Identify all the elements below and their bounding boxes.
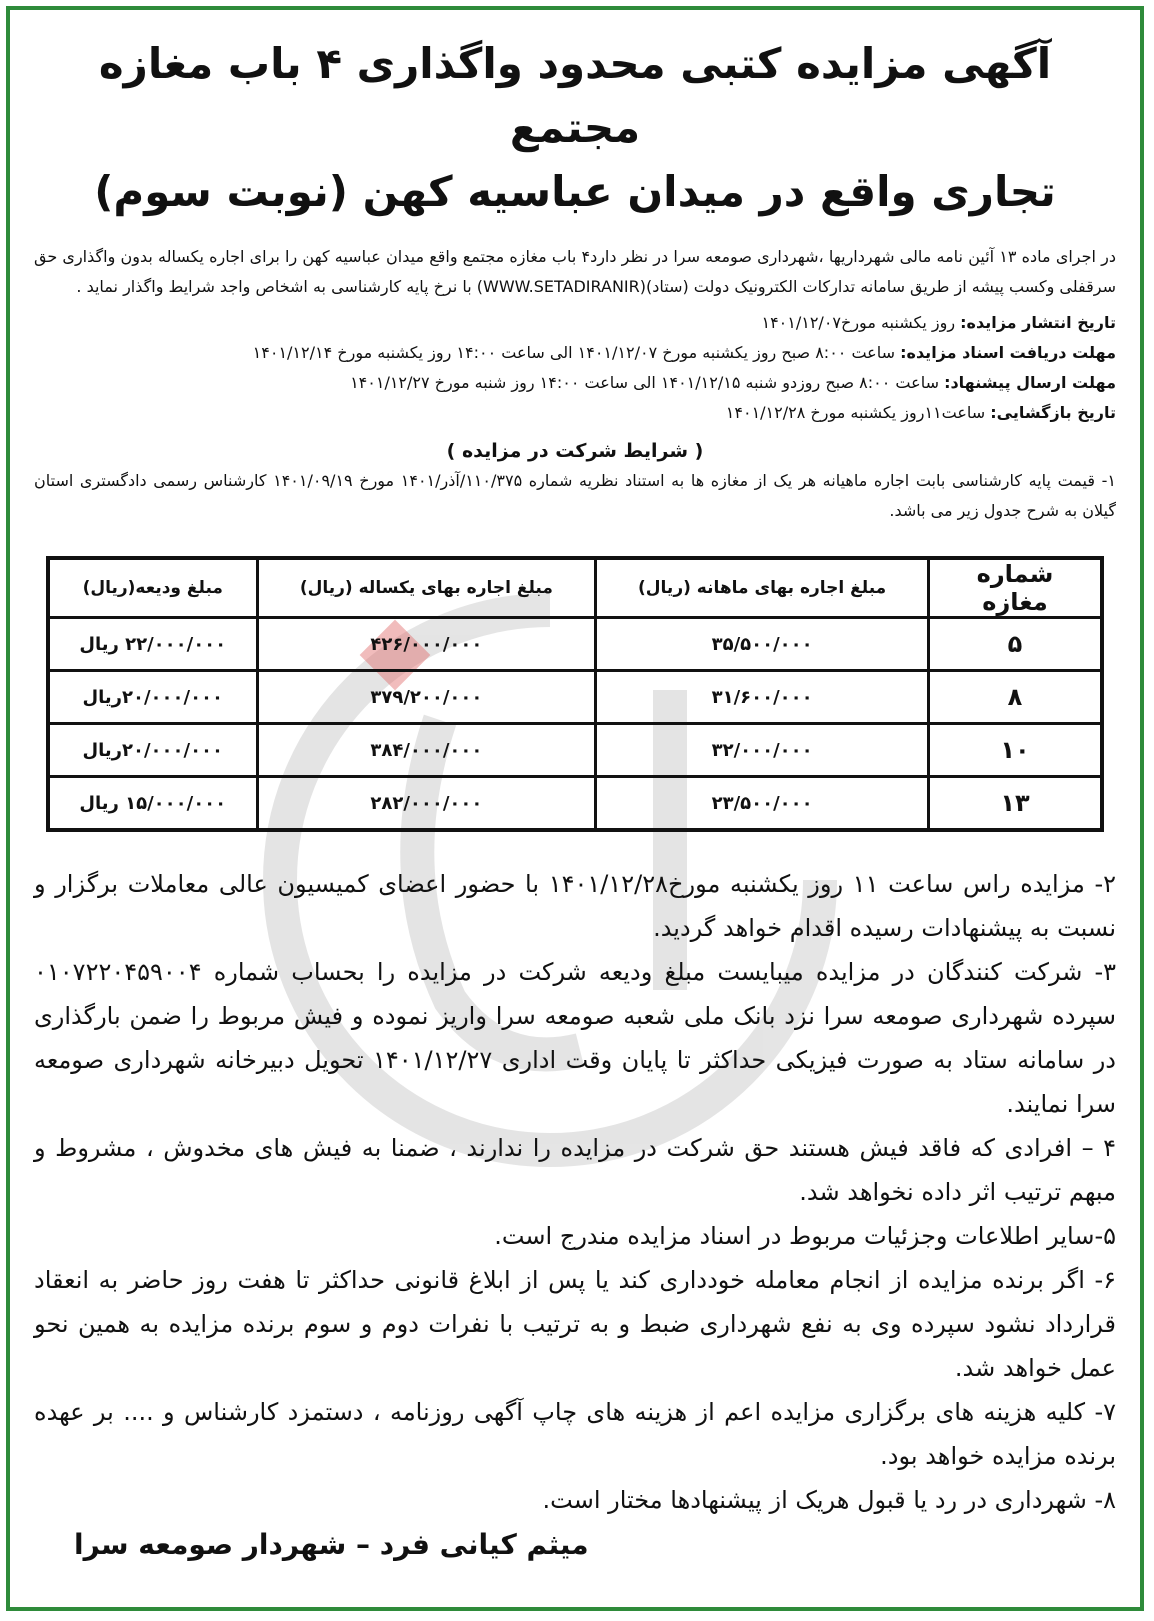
title-line-1: آگهی مزایده کتبی محدود واگذاری ۴ باب مغازه مجتمع — [98, 39, 1052, 152]
table-header-row — [48, 558, 1102, 618]
condition-5: ۵-سایر اطلاعات وجزئیات مربوط در اسناد مزایده مندرج است. — [494, 1222, 1116, 1250]
cell-shop-number: ۵ — [929, 618, 1103, 671]
title-line-2: تجاری واقع در میدان عباسیه کهن (نوبت سوم) — [94, 167, 1056, 216]
table-row — [48, 618, 1102, 671]
condition-2: ۲- مزایده راس ساعت ۱۱ روز یکشنبه مورخ۱۴۰۱/۱۲/۲۸ با حضور اعضای کمیسیون عالی معاملات برگزار و نسبت به پیشنهادات رسیده اقدام خواهد گردید. — [34, 870, 1116, 942]
page-title — [34, 32, 1116, 224]
cell-yearly-rent: ۴۲۶/۰۰۰/۰۰۰ — [257, 618, 596, 671]
condition-8: ۸- شهرداری در رد یا قبول هریک از پیشنهادها مختار است. — [542, 1486, 1116, 1514]
header-yearly-rent: مبلغ اجاره بهای یکساله (ریال) — [257, 558, 596, 618]
header-deposit: مبلغ ودیعه(ریال) — [48, 558, 257, 618]
table-row — [48, 671, 1102, 724]
date-row-opening — [34, 398, 1116, 428]
cell-monthly-rent: ۲۳/۵۰۰/۰۰۰ — [596, 777, 929, 831]
date-value: ساعت۱۱روز یکشنبه مورخ ۱۴۰۱/۱۲/۲۸ — [725, 403, 991, 422]
condition-1: ۱- قیمت پایه کارشناسی بابت اجاره ماهیانه هر یک از مغازه ها به استناد نظریه شماره ۱۱۰/۳۷۵/آذر/۱۴۰۱ مورخ ۱۴۰۱/۰۹/۱۹ کارشناس رسمی دادگستری استان گیلان به شرح جدول زیر می باشد. — [34, 471, 1117, 520]
cell-yearly-rent: ۲۸۲/۰۰۰/۰۰۰ — [257, 777, 596, 831]
cell-deposit: ۲۲/۰۰۰/۰۰۰ ریال — [48, 618, 257, 671]
date-row-documents — [34, 338, 1116, 368]
date-row-proposal — [34, 368, 1116, 398]
date-value: ساعت ۸:۰۰ صبح روز یکشنبه مورخ ۱۴۰۱/۱۲/۰۷ الی ساعت ۱۴:۰۰ روز یکشنبه مورخ ۱۴۰۱/۱۲/۱۴ — [252, 343, 901, 362]
date-label: مهلت ارسال پیشنهاد: — [944, 373, 1116, 392]
date-label: تاریخ بازگشایی: — [990, 403, 1116, 422]
date-label: مهلت دریافت اسناد مزایده: — [900, 343, 1116, 362]
date-row-publish — [34, 308, 1116, 338]
conditions-heading: ( شرایط شرکت در مزایده ) — [446, 440, 704, 462]
header-monthly-rent: مبلغ اجاره بهای ماهانه (ریال) — [596, 558, 929, 618]
shops-price-table — [46, 556, 1104, 832]
table-row — [48, 777, 1102, 831]
cell-shop-number: ۸ — [929, 671, 1103, 724]
condition-6: ۶- اگر برنده مزایده از انجام معامله خودداری کند یا پس از ابلاغ قانونی حداکثر تا هفت روز حاضر به انعقاد قرارداد نشود سپرده وی به نفع شهرداری ضبط و به ترتیب با نفرات دوم و سوم برنده مزایده به همین نحو عمل خواهد شد. — [34, 1266, 1116, 1382]
cell-shop-number: ۱۰ — [929, 724, 1103, 777]
cell-deposit: ۱۵/۰۰۰/۰۰۰ ریال — [48, 777, 257, 831]
cell-yearly-rent: ۳۷۹/۲۰۰/۰۰۰ — [257, 671, 596, 724]
cell-deposit: ۲۰/۰۰۰/۰۰۰ریال — [48, 671, 257, 724]
notice-frame — [6, 6, 1144, 1611]
date-value: ساعت ۸:۰۰ صبح روزدو شنبه ۱۴۰۱/۱۲/۱۵ الی ساعت ۱۴:۰۰ روز شنبه مورخ ۱۴۰۱/۱۲/۲۷ — [350, 373, 945, 392]
dates-block — [34, 308, 1116, 428]
date-value: روز یکشنبه مورخ۱۴۰۱/۱۲/۰۷ — [761, 313, 961, 332]
table-row — [48, 724, 1102, 777]
mayor-signature: میثم کیانی فرد – شهردار صومعه سرا — [74, 1528, 589, 1561]
condition-3: ۳- شرکت کنندگان در مزایده میبایست مبلغ ودیعه شرکت در مزایده را بحساب شماره ۰۱۰۷۲۲۰۴۵۹۰۰۴ سپرده شهرداری صومعه سرا نزد بانک ملی شعبه صومعه سرا واریز نموده و فیش مربوط را ضمن بارگذاری در سامانه ستاد به صورت فیزیکی حداکثر تا پایان وقت اداری ۱۴۰۱/۱۲/۲۷ تحویل دبیرخانه شهرداری صومعه سرا نمایند. — [34, 958, 1116, 1118]
cell-monthly-rent: ۳۲/۰۰۰/۰۰۰ — [596, 724, 929, 777]
cell-monthly-rent: ۳۵/۵۰۰/۰۰۰ — [596, 618, 929, 671]
cell-deposit: ۲۰/۰۰۰/۰۰۰ریال — [48, 724, 257, 777]
condition-7: ۷- کلیه هزینه های برگزاری مزایده اعم از هزینه های چاپ آگهی روزنامه ، دستمزد کارشناس و .... بر عهده برنده مزایده خواهد بود. — [34, 1398, 1116, 1470]
date-label: تاریخ انتشار مزایده: — [960, 313, 1116, 332]
condition-4: ۴ – افرادی که فاقد فیش هستند حق شرکت در مزایده را ندارند ، ضمنا به فیش های مخدوش ، مشروط و مبهم ترتیب اثر داده نخواهد شد. — [34, 1134, 1116, 1206]
cell-shop-number: ۱۳ — [929, 777, 1103, 831]
cell-monthly-rent: ۳۱/۶۰۰/۰۰۰ — [596, 671, 929, 724]
intro-paragraph: در اجرای ماده ۱۳ آئین نامه مالی شهرداریها ،شهرداری صومعه سرا در نظر دارد۴ باب مغازه مجتمع واقع میدان عباسیه کهن را برای اجاره یکساله بدون واگذاری حق سرقفلی وکسب پیشه از طریق سامانه تدارکات الکترونیک دولت (ستاد)(WWW.SETADIRANIR) با نرخ پایه کارشناسی به اشخاص واجد شرایط واگذار نماید . — [34, 247, 1116, 296]
cell-yearly-rent: ۳۸۴/۰۰۰/۰۰۰ — [257, 724, 596, 777]
header-shop-number: شماره مغازه — [929, 558, 1103, 618]
